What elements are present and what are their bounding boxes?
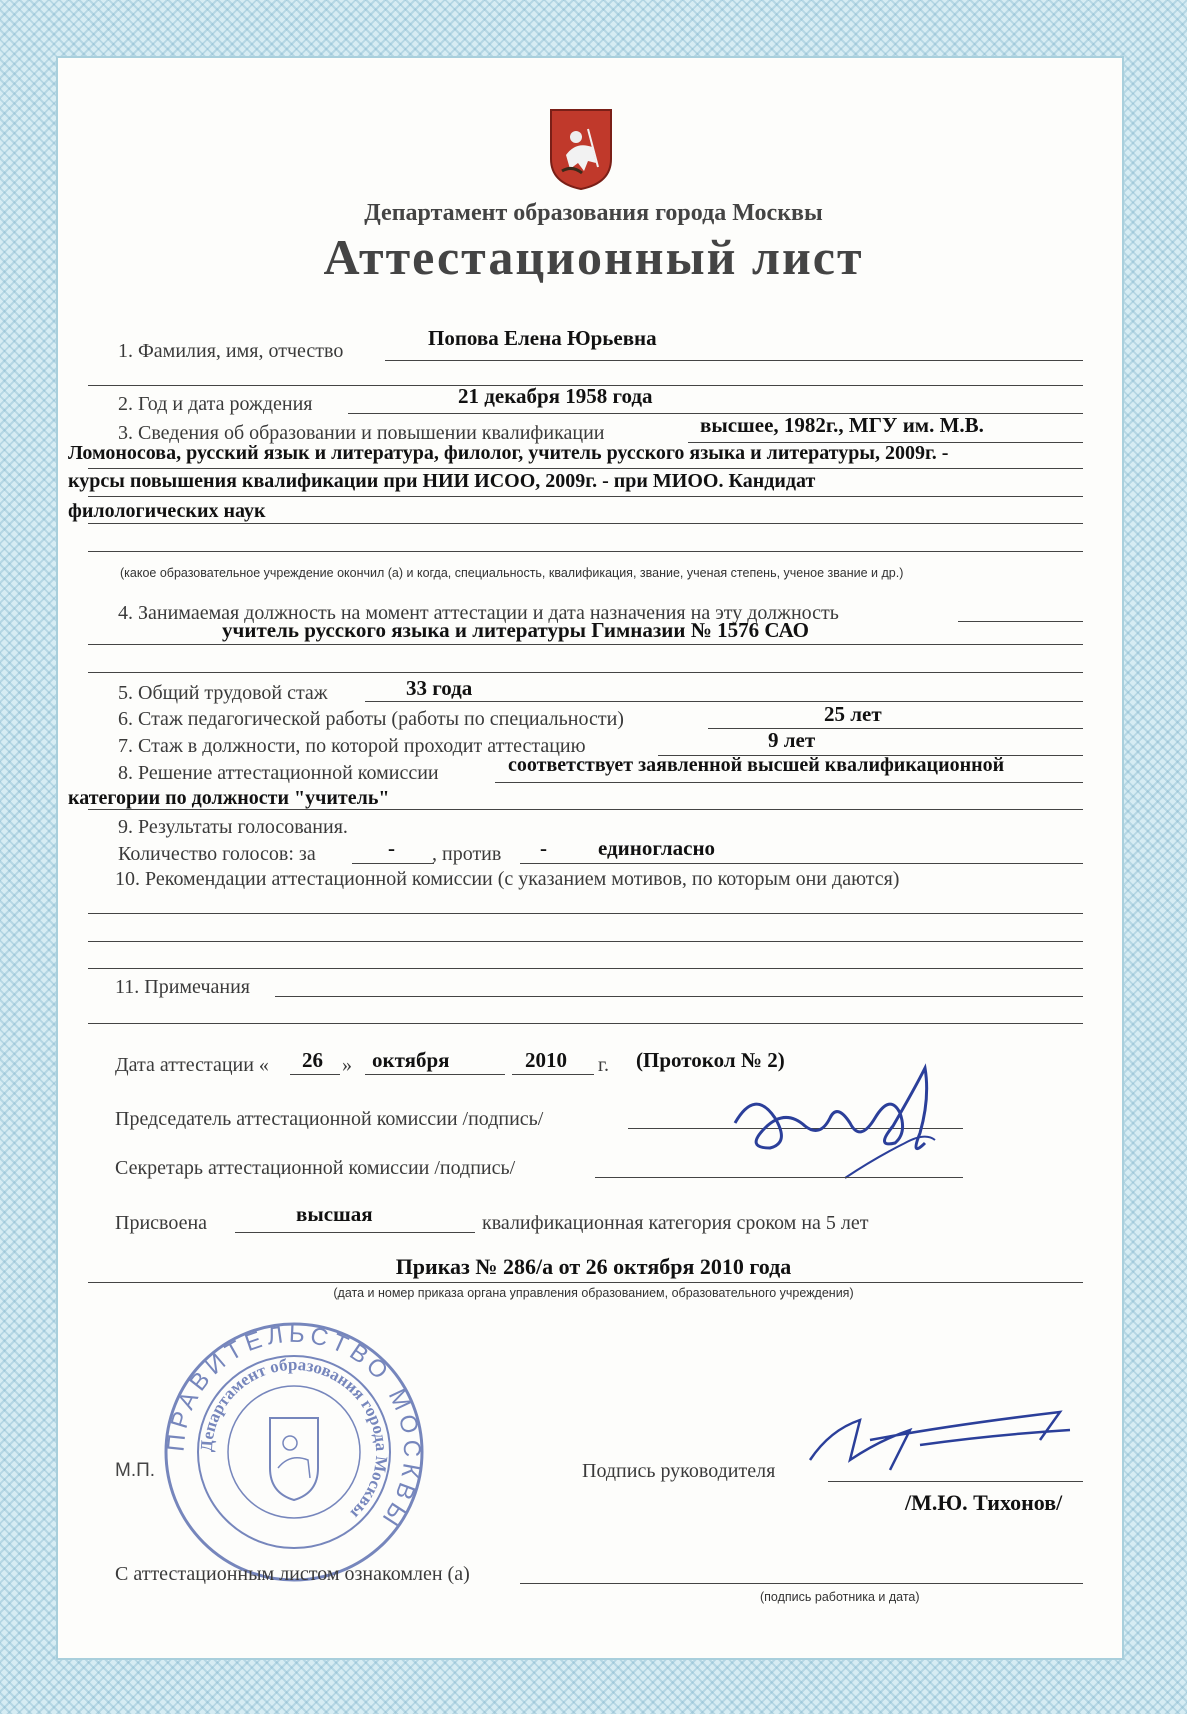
field-8-line <box>495 782 1083 783</box>
protocol-number: (Протокол № 2) <box>636 1048 785 1072</box>
votes-for-line <box>352 863 434 864</box>
votes-against-value: - <box>540 836 547 860</box>
field-4-label: 4. Занимаемая должность на момент аттестации и дата назначения на эту должность <box>118 602 839 624</box>
day-line <box>290 1074 340 1075</box>
commission-decision-line-2: категории по должности "учитель" <box>68 787 390 809</box>
education-line-2: Ломоносова, русский язык и литература, филолог, учитель русского языка и литературы, 2009г. - <box>68 442 949 464</box>
full-name-value: Попова Елена Юрьевна <box>428 326 657 350</box>
head-name: /М.Ю. Тихонов/ <box>905 1490 1063 1515</box>
votes-against-line <box>520 863 1083 864</box>
field-10-line-3 <box>88 968 1083 969</box>
field-2-label: 2. Год и дата рождения <box>118 393 313 415</box>
education-hint: (какое образовательное учреждение окончил (а) и когда, специальность, квалификация, звание, ученая степень, ученое звание и др.) <box>120 566 904 580</box>
field-4-line-2 <box>88 644 1083 645</box>
votes-for-value: - <box>388 836 395 860</box>
field-11-line <box>275 996 1083 997</box>
order-value: Приказ № 286/а от 26 октября 2010 года <box>395 1254 792 1279</box>
head-signature-label: Подпись руководителя <box>582 1460 776 1482</box>
field-3-line-5 <box>88 551 1083 552</box>
secretary-signature-line <box>595 1177 963 1178</box>
field-10-line-1 <box>88 913 1083 914</box>
acquainted-label: С аттестационным листом ознакомлен (а) <box>115 1563 470 1585</box>
education-line-1: высшее, 1982г., МГУ им. М.В. <box>700 413 984 437</box>
month-line <box>365 1074 505 1075</box>
teaching-experience-value: 25 лет <box>824 702 882 726</box>
chairman-signature <box>725 1048 985 1188</box>
field-3-line-2 <box>88 468 1083 469</box>
stamp-outer-text: ПРАВИТЕЛЬСТВО МОСКВЫ <box>162 1320 426 1535</box>
svg-text:Департамент образования города <box>197 1355 391 1523</box>
education-line-3: курсы повышения квалификации при НИИ ИСОО, 2009г. - при МИОО. Кандидат <box>68 470 816 492</box>
field-3-label: 3. Сведения об образовании и повышении квалификации <box>118 422 605 444</box>
field-7-label: 7. Стаж в должности, по которой проходит аттестацию <box>118 735 586 757</box>
field-6-line <box>708 728 1083 729</box>
assigned-label: Присвоена <box>115 1212 208 1234</box>
secretary-signature-label: Секретарь аттестационной комиссии /подпись/ <box>115 1157 516 1179</box>
field-10-label: 10. Рекомендации аттестационной комиссии (с указанием мотивов, по которым они даются) <box>115 868 900 890</box>
document-title: Аттестационный лист <box>323 229 864 285</box>
assigned-line <box>235 1232 475 1233</box>
chairman-signature-label: Председатель аттестационной комиссии /подпись/ <box>115 1108 544 1130</box>
field-9-label: 9. Результаты голосования. <box>118 816 348 838</box>
field-3-line-3 <box>88 496 1083 497</box>
field-1-label: 1. Фамилия, имя, отчество <box>118 340 344 362</box>
field-6-label: 6. Стаж педагогической работы (работы по специальности) <box>118 708 624 730</box>
position-value: учитель русского языка и литературы Гимназии № 1576 САО <box>222 618 809 642</box>
attestation-day-value: 26 <box>302 1048 323 1072</box>
acquainted-hint: (подпись работника и дата) <box>760 1590 920 1604</box>
field-11-line-2 <box>88 1023 1083 1024</box>
field-4-line-3 <box>88 672 1083 673</box>
attestation-date-label: Дата аттестации « <box>115 1054 269 1076</box>
total-experience-value: 33 года <box>406 676 473 700</box>
day-quote-close: » <box>342 1054 352 1076</box>
seal-place-label: М.П. <box>115 1460 156 1481</box>
commission-decision-line-1: соответствует заявленной высшей квалификационной <box>508 754 1005 776</box>
field-5-label: 5. Общий трудовой стаж <box>118 682 328 704</box>
attestation-year-value: 2010 <box>525 1048 567 1072</box>
order-line <box>88 1282 1083 1283</box>
attestation-month-value: октября <box>372 1048 450 1072</box>
education-line-4: филологических наук <box>68 500 266 522</box>
field-8-label: 8. Решение аттестационной комиссии <box>118 762 439 784</box>
department-name: Департамент образования города Москвы <box>364 200 823 226</box>
field-1-line <box>385 360 1083 361</box>
birth-date-value: 21 декабря 1958 года <box>458 384 653 408</box>
field-4-line <box>958 621 1083 622</box>
year-line <box>512 1074 594 1075</box>
category-term-text: квалификационная категория сроком на 5 лет <box>482 1212 869 1234</box>
votes-against-label: , против <box>432 843 502 865</box>
head-signature <box>790 1400 1080 1490</box>
moscow-coat-of-arms-icon <box>548 107 614 191</box>
field-11-label: 11. Примечания <box>115 976 250 998</box>
field-8-line-2 <box>88 809 1083 810</box>
votes-for-label: Количество голосов: за <box>118 843 316 865</box>
stamp-inner-text: Департамент образования города Москвы <box>196 1354 392 1523</box>
field-3-line-4 <box>88 523 1083 524</box>
votes-result-value: единогласно <box>598 836 716 860</box>
official-stamp <box>160 1318 428 1586</box>
acquainted-line <box>520 1583 1083 1584</box>
field-10-line-2 <box>88 941 1083 942</box>
position-experience-value: 9 лет <box>768 728 816 752</box>
assigned-category-value: высшая <box>296 1202 373 1226</box>
order-hint: (дата и номер приказа органа управления образованием, образовательного учреждения) <box>333 1286 854 1300</box>
year-suffix: г. <box>598 1054 609 1076</box>
field-5-line <box>365 701 1083 702</box>
